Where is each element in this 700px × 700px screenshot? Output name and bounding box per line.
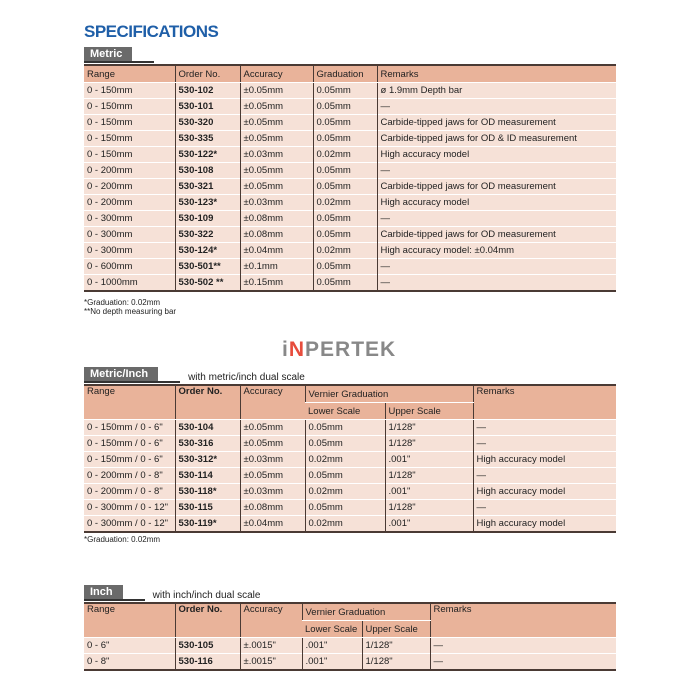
table-cell: 0 - 1000mm [84, 275, 175, 292]
table-cell: Carbide-tipped jaws for OD measurement [377, 227, 616, 243]
table-cell: High accuracy model [473, 484, 616, 500]
table-cell: 0 - 150mm [84, 99, 175, 115]
table-cell: 0.05mm [305, 436, 385, 452]
table-cell: 530-123* [175, 195, 240, 211]
table-cell: 0 - 150mm / 0 - 6" [84, 436, 175, 452]
col-vernier: Vernier Graduation [302, 603, 430, 621]
table-cell: 530-118* [175, 484, 240, 500]
table-cell: ±0.04mm [240, 243, 313, 259]
table-cell: Carbide-tipped jaws for OD measurement [377, 179, 616, 195]
table-cell: High accuracy model: ±0.04mm [377, 243, 616, 259]
table-cell: 0.05mm [305, 420, 385, 436]
table-row [84, 147, 616, 163]
table-cell: ±0.05mm [240, 163, 313, 179]
table-cell: 0 - 8" [84, 654, 175, 671]
table-cell: 0.05mm [313, 259, 377, 275]
table-cell: 0.05mm [313, 99, 377, 115]
table-cell: 530-108 [175, 163, 240, 179]
table-cell: 0 - 150mm [84, 131, 175, 147]
metric-inch-subtitle: with metric/inch dual scale [188, 372, 305, 383]
metric-inch-table [84, 384, 616, 533]
table-cell: 1/128" [385, 500, 473, 516]
metric-tag: Metric [84, 47, 132, 63]
table-cell: ±0.03mm [240, 195, 313, 211]
table-cell: 0 - 300mm [84, 211, 175, 227]
table-row [84, 500, 616, 516]
table-cell: .001" [302, 654, 362, 671]
table-cell: 0.02mm [313, 195, 377, 211]
col-remarks: Remarks [473, 385, 616, 420]
table-cell: 0 - 150mm [84, 83, 175, 99]
table-cell: 0.02mm [305, 516, 385, 533]
table-cell: High accuracy model [377, 195, 616, 211]
inch-subtitle: with inch/inch dual scale [152, 590, 261, 601]
inch-tag: Inch [84, 585, 123, 601]
table-row [84, 227, 616, 243]
col-range: Range [84, 603, 175, 638]
table-cell: — [377, 163, 616, 179]
table-cell: ±0.05mm [240, 131, 313, 147]
table-cell: — [473, 468, 616, 484]
table-row [84, 99, 616, 115]
table-cell: 530-124* [175, 243, 240, 259]
table-cell: 530-501** [175, 259, 240, 275]
table-cell: 1/128" [385, 436, 473, 452]
metric-section-label [84, 47, 162, 63]
table-cell: 1/128" [362, 654, 430, 671]
table-cell: 530-105 [175, 638, 240, 654]
note: *Graduation: 0.02mm [84, 535, 161, 544]
table-cell: .001" [385, 484, 473, 500]
table-cell: ±0.05mm [240, 468, 305, 484]
table-cell: 0 - 150mm [84, 147, 175, 163]
metric-inch-notes [84, 535, 160, 544]
table-cell: — [473, 436, 616, 452]
note: **No depth measuring bar [84, 307, 177, 316]
table-cell: 530-335 [175, 131, 240, 147]
table-cell: 0.05mm [305, 468, 385, 484]
table-row [84, 468, 616, 484]
table-cell: High accuracy model [377, 147, 616, 163]
table-cell: 0 - 150mm / 0 - 6" [84, 452, 175, 468]
table-cell: 0 - 200mm [84, 179, 175, 195]
table-row [84, 436, 616, 452]
table-cell: ±0.05mm [240, 436, 305, 452]
table-cell: 0.05mm [313, 163, 377, 179]
table-cell: 0.05mm [313, 115, 377, 131]
table-cell: 530-321 [175, 179, 240, 195]
table-row [84, 179, 616, 195]
table-cell: ±0.05mm [240, 99, 313, 115]
col-graduation: Graduation [313, 65, 377, 83]
table-cell: 0.02mm [305, 484, 385, 500]
table-cell: ±0.08mm [240, 500, 305, 516]
table-cell: 1/128" [385, 420, 473, 436]
table-cell: ±0.08mm [240, 211, 313, 227]
table-cell: 530-109 [175, 211, 240, 227]
table-cell: ±0.08mm [240, 227, 313, 243]
table-cell: 0.02mm [313, 147, 377, 163]
col-accuracy: Accuracy [240, 385, 305, 420]
table-cell: 530-102 [175, 83, 240, 99]
table-cell: — [473, 500, 616, 516]
table-cell: ±0.05mm [240, 115, 313, 131]
table-cell: ±0.05mm [240, 420, 305, 436]
table-cell: ±0.15mm [240, 275, 313, 292]
table-cell: 530-101 [175, 99, 240, 115]
table-cell: ±0.03mm [240, 147, 313, 163]
table-cell: 530-320 [175, 115, 240, 131]
table-cell: 530-312* [175, 452, 240, 468]
table-cell: ±0.05mm [240, 83, 313, 99]
table-cell: 0.05mm [305, 500, 385, 516]
table-row [84, 115, 616, 131]
table-cell: 530-502 ** [175, 275, 240, 292]
col-accuracy: Accuracy [240, 65, 313, 83]
table-cell: 530-115 [175, 500, 240, 516]
table-row [84, 211, 616, 227]
col-order: Order No. [175, 385, 240, 420]
metric-notes [84, 298, 176, 316]
table-cell: 0 - 150mm / 0 - 6" [84, 420, 175, 436]
table-row [84, 163, 616, 179]
table-cell: ±0.05mm [240, 179, 313, 195]
table-cell: 0.05mm [313, 275, 377, 292]
inpertek-watermark: iNPERTEK [282, 338, 397, 361]
table-cell: 530-104 [175, 420, 240, 436]
table-cell: 0 - 200mm / 0 - 8" [84, 468, 175, 484]
table-row [84, 638, 616, 654]
table-row [84, 484, 616, 500]
table-cell: ±.0015" [240, 654, 302, 671]
table-cell: 0 - 6" [84, 638, 175, 654]
col-lower-scale: Lower Scale [305, 403, 385, 420]
table-cell: High accuracy model [473, 516, 616, 533]
table-row [84, 259, 616, 275]
col-lower-scale: Lower Scale [302, 621, 362, 638]
col-accuracy: Accuracy [240, 603, 302, 638]
table-cell: ±0.03mm [240, 452, 305, 468]
col-remarks: Remarks [377, 65, 616, 83]
table-cell: 0 - 200mm / 0 - 8" [84, 484, 175, 500]
table-cell: — [473, 420, 616, 436]
table-row [84, 131, 616, 147]
inch-section-label [84, 585, 260, 601]
col-vernier: Vernier Graduation [305, 385, 473, 403]
col-order: Order No. [175, 603, 240, 638]
table-cell: 0.02mm [305, 452, 385, 468]
table-cell: 530-122* [175, 147, 240, 163]
table-cell: 0 - 300mm [84, 243, 175, 259]
table-cell: 530-114 [175, 468, 240, 484]
table-cell: 0 - 600mm [84, 259, 175, 275]
table-cell: High accuracy model [473, 452, 616, 468]
table-cell: ø 1.9mm Depth bar [377, 83, 616, 99]
table-cell: ±0.04mm [240, 516, 305, 533]
table-cell: ±.0015" [240, 638, 302, 654]
table-cell: .001" [385, 516, 473, 533]
table-cell: — [377, 259, 616, 275]
col-upper-scale: Upper Scale [385, 403, 473, 420]
table-row [84, 195, 616, 211]
col-order: Order No. [175, 65, 240, 83]
table-cell: 530-316 [175, 436, 240, 452]
table-cell: 0.05mm [313, 83, 377, 99]
inch-table [84, 602, 616, 671]
table-cell: .001" [302, 638, 362, 654]
table-cell: 530-322 [175, 227, 240, 243]
metric-table [84, 64, 616, 292]
table-cell: .001" [385, 452, 473, 468]
table-cell: 0 - 300mm / 0 - 12" [84, 516, 175, 533]
table-cell: 0 - 200mm [84, 163, 175, 179]
table-cell: 1/128" [362, 638, 430, 654]
table-cell: — [377, 211, 616, 227]
metric-inch-section-label [84, 367, 305, 383]
table-cell: 0.05mm [313, 211, 377, 227]
table-cell: 0 - 300mm [84, 227, 175, 243]
page-title: SPECIFICATIONS [84, 22, 219, 41]
table-cell: — [430, 654, 616, 671]
table-cell: 0.05mm [313, 179, 377, 195]
table-row [84, 516, 616, 533]
table-row [84, 420, 616, 436]
table-cell: 530-116 [175, 654, 240, 671]
table-row [84, 275, 616, 292]
col-range: Range [84, 385, 175, 420]
table-cell: 0.02mm [313, 243, 377, 259]
table-cell: — [377, 99, 616, 115]
table-cell: 1/128" [385, 468, 473, 484]
col-remarks: Remarks [430, 603, 616, 638]
table-cell: 0 - 200mm [84, 195, 175, 211]
table-cell: — [377, 275, 616, 292]
note: *Graduation: 0.02mm [84, 298, 161, 307]
table-cell: 530-119* [175, 516, 240, 533]
table-row [84, 243, 616, 259]
table-row [84, 83, 616, 99]
table-cell: 0.05mm [313, 131, 377, 147]
col-upper-scale: Upper Scale [362, 621, 430, 638]
table-cell: Carbide-tipped jaws for OD & ID measurement [377, 131, 616, 147]
table-row [84, 654, 616, 671]
table-cell: 0.05mm [313, 227, 377, 243]
table-cell: 0 - 300mm / 0 - 12" [84, 500, 175, 516]
table-cell: Carbide-tipped jaws for OD measurement [377, 115, 616, 131]
table-cell: ±0.03mm [240, 484, 305, 500]
table-cell: 0 - 150mm [84, 115, 175, 131]
metric-inch-tag: Metric/Inch [84, 367, 158, 383]
col-range: Range [84, 65, 175, 83]
table-row [84, 452, 616, 468]
table-cell: ±0.1mm [240, 259, 313, 275]
table-cell: — [430, 638, 616, 654]
